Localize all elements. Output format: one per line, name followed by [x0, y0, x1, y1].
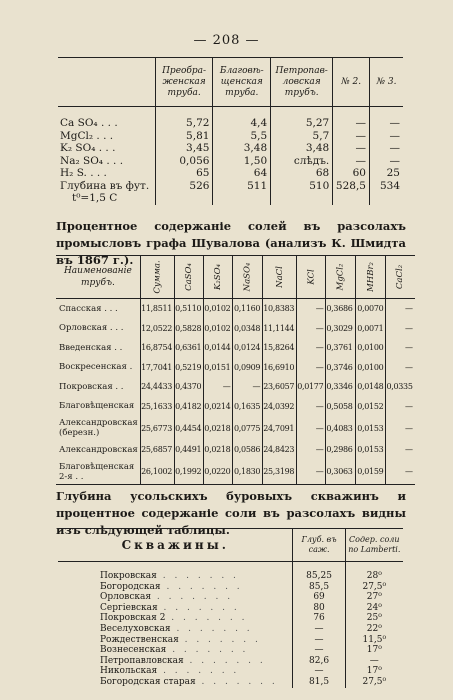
table-cell: 24,0392	[263, 397, 297, 417]
table-cell: 16,8754	[140, 338, 174, 358]
table-cell: —	[369, 142, 403, 155]
table-cell: 0,1992	[175, 460, 204, 485]
table-cell: —	[297, 358, 326, 378]
table-cell: —	[386, 440, 415, 460]
table-cell: 5,27	[271, 117, 333, 130]
table-row	[58, 117, 403, 130]
table-cell: 0,0159	[355, 460, 386, 485]
table-row	[58, 130, 403, 143]
well-name-text: Веселуховская	[100, 623, 171, 634]
row-label: Глубина въ фут.	[60, 179, 150, 192]
empty-cell	[369, 192, 403, 205]
table-row	[58, 656, 403, 667]
table-row	[56, 358, 415, 378]
well-name	[58, 666, 293, 677]
table-cell: —	[369, 117, 403, 130]
row-name: Спасская . . .	[59, 303, 118, 314]
table-cell: 0,0100	[355, 358, 386, 378]
table-cell: 0,0335	[386, 377, 415, 397]
table-cell: 0,0151	[204, 358, 233, 378]
table-cell: 5,72	[155, 117, 213, 130]
depth-cell: 81,5	[293, 677, 345, 688]
dot-leader: . . . . . . .	[151, 592, 234, 603]
table-cell: 0,0218	[204, 440, 233, 460]
table-row	[58, 645, 403, 656]
table-cell: 11,8511	[140, 299, 174, 319]
salt-cell: 24⁰	[345, 603, 403, 614]
salt-cell: 28⁰	[345, 571, 403, 582]
table-row	[58, 180, 403, 193]
table-row	[58, 155, 403, 168]
table-cell: 0,0152	[355, 397, 386, 417]
table-cell: 16,6910	[263, 358, 297, 378]
empty-cell	[333, 107, 370, 118]
column-header: Преобра-женская труба.	[155, 58, 213, 107]
column-header: Скважины.	[58, 529, 293, 562]
table-cell: —	[297, 319, 326, 339]
table-cell: 25,6857	[140, 440, 174, 460]
table-cell: 0,0148	[355, 377, 386, 397]
dot-leader: . . . . . . .	[157, 666, 240, 677]
table-cell: 3,45	[155, 142, 213, 155]
salt-cell: 27,5⁰	[345, 582, 403, 593]
table-cell: —	[333, 155, 370, 168]
depth-cell: 76	[293, 613, 345, 624]
spacer-row	[58, 107, 403, 118]
table-cell: 17,7041	[140, 358, 174, 378]
table-cell: 0,0218	[204, 416, 233, 440]
table-cell: 0,0071	[355, 319, 386, 339]
caption-usolye: Глубина усольскихъ буровыхъ скважинъ и процентное содержаніе соли въ разсолахъ видны изъ слѣдующей таблицы.	[56, 489, 406, 537]
row-label: K₂ SO₄ . . .	[60, 142, 116, 154]
table-cell: —	[386, 416, 415, 440]
depth-cell: 82,6	[293, 656, 345, 667]
table-row	[56, 416, 415, 440]
table-cell: 25,6773	[140, 416, 174, 440]
table-cell: 11,1144	[263, 319, 297, 339]
shuvalov-salt-table	[56, 255, 415, 485]
temperature-note: t⁰=1,5 C	[72, 192, 118, 204]
table-row	[58, 571, 403, 582]
table-cell: 24,4433	[140, 377, 174, 397]
table-row	[58, 624, 403, 635]
well-name	[58, 603, 293, 614]
table-cell: 5,7	[271, 130, 333, 143]
table-cell: 0,0153	[355, 416, 386, 440]
well-name-text: Покровская	[100, 571, 157, 581]
table-cell: 5,5	[213, 130, 271, 143]
table-row	[58, 603, 403, 614]
table-cell: 64	[213, 167, 271, 180]
well-name	[58, 582, 293, 593]
empty-cell	[58, 562, 293, 572]
table-row	[58, 192, 403, 205]
table-cell: 0,3346	[326, 377, 355, 397]
table-row	[56, 397, 415, 417]
table-cell: —	[386, 319, 415, 339]
column-header: K₂SO₄	[204, 256, 233, 299]
row-name: Введенская . .	[59, 342, 123, 353]
dot-leader: . . . . . . .	[165, 613, 248, 624]
table-cell: 26,1002	[140, 460, 174, 485]
column-header: Содер. соли по Lamberti.	[345, 529, 403, 562]
column-header: № 2.	[333, 58, 370, 107]
table-cell: 0,5828	[175, 319, 204, 339]
column-header: MHBr₂	[355, 256, 386, 299]
table-cell: 3,48	[271, 142, 333, 155]
table-cell: 4,4	[213, 117, 271, 130]
table-cell: —	[204, 377, 233, 397]
table-cell: 25,1633	[140, 397, 174, 417]
table-cell: 0,0775	[233, 416, 263, 440]
column-header: NaSO₄	[233, 256, 263, 299]
table-cell: 0,6361	[175, 338, 204, 358]
table-cell: —	[233, 377, 263, 397]
table-cell: 0,0348	[233, 319, 263, 339]
table-row	[58, 666, 403, 677]
salt-cell: 25⁰	[345, 613, 403, 624]
salt-cell: 17⁰	[345, 645, 403, 656]
table-cell: 526	[155, 180, 213, 193]
table-row	[56, 299, 415, 319]
table-cell: 0,0102	[204, 319, 233, 339]
table-cell: 25,3198	[263, 460, 297, 485]
table-cell: 65	[155, 167, 213, 180]
table-cell: 15,8264	[263, 338, 297, 358]
depth-cell: 69	[293, 592, 345, 603]
table-cell: 23,6057	[263, 377, 297, 397]
well-name	[58, 613, 293, 624]
well-name	[58, 624, 293, 635]
table-cell: 0,0144	[204, 338, 233, 358]
table-cell: 0,0220	[204, 460, 233, 485]
table-cell: 0,1830	[233, 460, 263, 485]
well-name-text: Покровская 2	[100, 613, 166, 624]
dot-leader: . . . . . . .	[170, 623, 253, 634]
dot-leader: . . . . . . .	[156, 571, 239, 581]
table-cell: —	[297, 416, 326, 440]
table-row	[56, 377, 415, 397]
table-row	[58, 142, 403, 155]
column-header: NaCl	[263, 256, 297, 299]
row-name: Орловская . . .	[59, 323, 124, 334]
row-label: H₂ S. . . .	[60, 167, 107, 179]
salt-cell: 27⁰	[345, 592, 403, 603]
table-cell: 0,0177	[297, 377, 326, 397]
table-cell: 0,3761	[326, 338, 355, 358]
row-name: Александровская (березн.)	[59, 418, 138, 438]
table-cell: —	[297, 460, 326, 485]
depth-cell: —	[293, 635, 345, 646]
table-cell: 0,0214	[204, 397, 233, 417]
well-name-text: Орловская	[100, 592, 152, 603]
empty-cell	[369, 107, 403, 118]
table-cell: 0,1635	[233, 397, 263, 417]
table-cell: —	[333, 142, 370, 155]
table-row	[58, 635, 403, 646]
row-label: Ca SO₄ . . .	[60, 117, 118, 129]
table-cell: —	[386, 338, 415, 358]
table-cell: слѣдъ.	[271, 155, 333, 168]
dot-leader: . . . . . . .	[195, 676, 278, 687]
salt-cell: 27,5⁰	[345, 677, 403, 688]
table-cell: 0,0153	[355, 440, 386, 460]
table-cell: 528,5	[333, 180, 370, 193]
table-cell: 0,0070	[355, 299, 386, 319]
table-cell: 0,4491	[175, 440, 204, 460]
salt-cell: —	[345, 656, 403, 667]
table-cell: 25	[369, 167, 403, 180]
table-row	[58, 677, 403, 688]
column-header: № 3.	[369, 58, 403, 107]
table-cell: 0,056	[155, 155, 213, 168]
row-name: Благовѣщенская 2-я . .	[56, 460, 140, 485]
well-name-text: Сергіевская	[100, 602, 158, 613]
table-row	[58, 167, 403, 180]
table-cell: 534	[369, 180, 403, 193]
row-name: Александровская	[59, 444, 138, 455]
spacer-row	[58, 562, 403, 572]
table-cell: —	[333, 117, 370, 130]
table-row	[56, 440, 415, 460]
table-cell: 0,5219	[175, 358, 204, 378]
empty-cell	[213, 192, 271, 205]
table-cell: —	[297, 440, 326, 460]
table-row	[58, 582, 403, 593]
table-cell: 0,0100	[355, 338, 386, 358]
table-cell: —	[297, 338, 326, 358]
table-cell: 5,81	[155, 130, 213, 143]
column-header: CaCl₂	[386, 256, 415, 299]
table-cell: —	[369, 155, 403, 168]
table-row	[56, 319, 415, 339]
table-cell: 10,8383	[263, 299, 297, 319]
table-cell: —	[386, 460, 415, 485]
dot-leader: . . . . . . .	[166, 645, 249, 656]
table-cell: 0,0102	[204, 299, 233, 319]
depth-cell: 85,5	[293, 582, 345, 593]
well-name-text: Богородская	[100, 581, 161, 592]
table-cell: 0,3029	[326, 319, 355, 339]
dot-leader: . . . . . . .	[157, 602, 240, 613]
table-cell: 1,50	[213, 155, 271, 168]
table-cell: —	[386, 397, 415, 417]
dot-leader: . . . . . . .	[178, 634, 261, 645]
table-cell: 0,1160	[233, 299, 263, 319]
table-cell: 0,4370	[175, 377, 204, 397]
empty-cell	[58, 107, 155, 118]
well-name	[58, 645, 293, 656]
depth-cell: —	[293, 666, 345, 677]
column-header: KCl	[297, 256, 326, 299]
table-cell: 60	[333, 167, 370, 180]
well-name	[58, 635, 293, 646]
column-header: Сумма.	[140, 256, 174, 299]
row-name: Воскресенская .	[59, 362, 133, 373]
table-cell: 511	[213, 180, 271, 193]
well-name	[58, 592, 293, 603]
well-name-text: Петропавловская	[100, 655, 184, 666]
depth-cell: 80	[293, 603, 345, 614]
table-header-row	[58, 529, 403, 562]
column-header: Благовѣ-щенская труба.	[213, 58, 271, 107]
table-cell: 0,2986	[326, 440, 355, 460]
empty-cell	[345, 562, 403, 572]
table-cell: 0,0124	[233, 338, 263, 358]
salt-cell: 22⁰	[345, 624, 403, 635]
table-cell: 0,5110	[175, 299, 204, 319]
well-name	[58, 677, 293, 688]
table-cell: 24,7091	[263, 416, 297, 440]
depth-cell: —	[293, 645, 345, 656]
column-header: Наименованіе трубъ.	[56, 256, 140, 299]
table-header-row	[58, 58, 403, 107]
table-cell: 0,0586	[233, 440, 263, 460]
table-row	[56, 460, 415, 485]
dot-leader: . . . . . . .	[183, 655, 266, 666]
well-name	[58, 571, 293, 582]
table-row	[56, 338, 415, 358]
table-cell: 68	[271, 167, 333, 180]
column-header: Глуб. въ саж.	[293, 529, 345, 562]
table-row	[58, 613, 403, 624]
table-cell: —	[297, 299, 326, 319]
table-cell: 510	[271, 180, 333, 193]
column-header	[58, 58, 155, 107]
empty-cell	[293, 562, 345, 572]
table-cell: 12,0522	[140, 319, 174, 339]
depth-cell: 85,25	[293, 571, 345, 582]
page-number: — 208 —	[193, 33, 260, 48]
well-name-text: Никольская	[100, 666, 158, 677]
well-name-text: Богородская старая	[100, 676, 196, 687]
table-cell: —	[297, 397, 326, 417]
empty-cell	[155, 107, 213, 118]
table-cell: 0,4454	[175, 416, 204, 440]
well-name	[58, 656, 293, 667]
column-header: Петропав-ловская трубъ.	[271, 58, 333, 107]
table-cell: —	[386, 299, 415, 319]
table-cell: 0,4182	[175, 397, 204, 417]
table-cell: 24,8423	[263, 440, 297, 460]
table-cell: 0,0909	[233, 358, 263, 378]
salt-cell: 17⁰	[345, 666, 403, 677]
table-cell: 0,3746	[326, 358, 355, 378]
table-cell: 0,3686	[326, 299, 355, 319]
column-header: CaSO₄	[175, 256, 204, 299]
empty-cell	[271, 192, 333, 205]
empty-cell	[333, 192, 370, 205]
empty-cell	[155, 192, 213, 205]
well-name-text: Вознесенская	[100, 645, 167, 656]
caption-shuvalov: Процентное содержаніе солей въ разсолахъ промысловъ графа Шувалова (анализъ К. Шмидта въ 1867 г.).	[56, 219, 406, 267]
row-label: Na₂ SO₄ . . .	[60, 154, 124, 167]
salt-cell: 11,5⁰	[345, 635, 403, 646]
table-cell: —	[333, 130, 370, 143]
table-cell: —	[386, 358, 415, 378]
depth-cell: —	[293, 624, 345, 635]
empty-cell	[213, 107, 271, 118]
column-header: MgCl₂	[326, 256, 355, 299]
row-name: Благовѣщенская	[59, 401, 135, 412]
brine-composition-table	[58, 57, 403, 205]
table-cell: 3,48	[213, 142, 271, 155]
well-name-text: Рождественская	[100, 634, 179, 645]
row-name: Покровская . .	[59, 381, 124, 392]
table-row	[58, 592, 403, 603]
empty-cell	[271, 107, 333, 118]
wells-depth-table	[58, 528, 403, 688]
dot-leader: . . . . . . .	[160, 581, 243, 592]
table-cell: 0,5058	[326, 397, 355, 417]
table-header-row	[56, 256, 415, 299]
table-cell: —	[369, 130, 403, 143]
table-cell: 0,3063	[326, 460, 355, 485]
table-cell: 0,4083	[326, 416, 355, 440]
row-label: MgCl₂ . . .	[60, 129, 114, 142]
